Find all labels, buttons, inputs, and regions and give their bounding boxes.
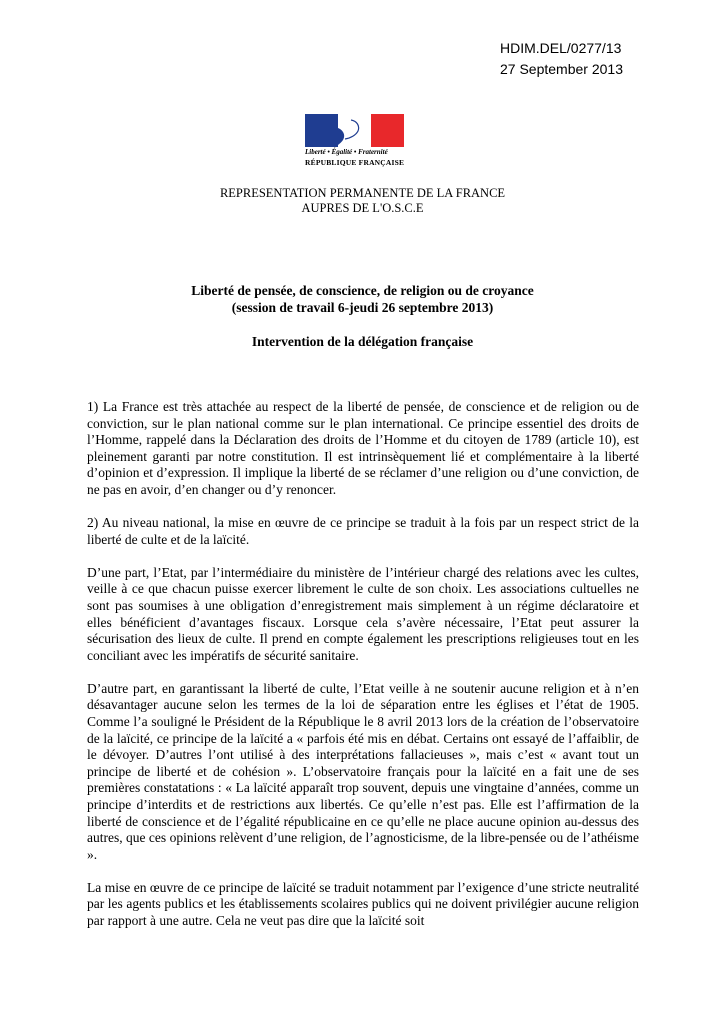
document-date: 27 September 2013 (500, 61, 623, 77)
republic-name: RÉPUBLIQUE FRANÇAISE (305, 158, 405, 167)
republique-francaise-logo (305, 114, 404, 174)
body-paragraph: D’une part, l’Etat, par l’intermédiaire du ministère de l’intérieur chargé des relations avec les cultes, veille à ce que chacun puisse exercer librement le culte de son choix. Les associations cultuelles ne sont pas soumises à une obligation d’enregistrement mais simplement à un régime déclaratoire et elles bénéficient d’avantages fiscaux. Lorsque cela s’avère nécessaire, l’Etat peut assurer la sécurisation des lieux de culte. Il prend en compte également les prescriptions religieuses tout en les conciliant avec les impératifs de sécurité sanitaire. (87, 564, 639, 663)
body-paragraph: D’autre part, en garantissant la liberté de culte, l’Etat veille à ne soutenir aucune religion et à n’en désavantager aucune selon les termes de la loi de séparation entre les églises et l’état de 1905. Comme l’a souligné le Président de la République le 8 avril 2013 lors de la création de l’observatoire de la laïcité, ce principe de la laïcité a « parfois été mis en débat. Certains ont essayé de l’affaiblir, de le dévoyer. D’autres l’ont utilisé à des interprétations fallacieuses », mais c’est « avant tout un principe de liberté et de cohésion ». L’observatoire français pour la laïcité en a fait une de ses premières constatations : « La laïcité apparaît trop souvent, depuis une vingtaine d’années, comme un principe d’interdits et de restrictions aux libertés. Ce qu’elle n’est pas. Elle est l’affirmation de la liberté de conscience et de l’égalité républicaine en ce qu’elle ne place aucune opinion au-dessus des autres, que ces opinions relèvent d’une religion, de l’agnosticisme, de la libre-pensée ou de l’athéisme ». (87, 680, 639, 862)
document-title (0, 282, 725, 316)
body-paragraph: 2) Au niveau national, la mise en œuvre de ce principe se traduit à la fois par un respect strict de la liberté de culte et de la laïcité. (87, 515, 639, 547)
mission-line-2: AUPRES DE L'O.S.C.E (301, 201, 424, 215)
mission-heading (0, 186, 725, 216)
mission-line-1: REPRESENTATION PERMANENTE DE LA FRANCE (219, 186, 506, 200)
document-reference: HDIM.DEL/0277/13 (500, 40, 622, 56)
document-subtitle: Intervention de la délégation française (251, 334, 474, 349)
republic-motto: Liberté • Égalité • Fraternité (305, 148, 388, 156)
title-line-1: Liberté de pensée, de conscience, de religion ou de croyance (191, 283, 534, 298)
document-reference-block (500, 38, 623, 80)
body-paragraph: La mise en œuvre de ce principe de laïcité se traduit notamment par l’exigence d’une stricte neutralité par les agents publics et les établissements scolaires publics qui ne doivent privilégier aucune religion par rapport à une autre. Cela ne veut pas dire que la laïcité soit (87, 879, 639, 929)
marianne-flag-icon (305, 114, 404, 147)
title-line-2: (session de travail 6-jeudi 26 septembre 2013) (231, 300, 494, 315)
body-paragraph: 1) La France est très attachée au respect de la liberté de pensée, de conscience et de religion ou de conviction, sur le plan national comme sur le plan international. Ce principe essentiel des droits de l’Homme, rappelé dans la Déclaration des droits de l’Homme et du citoyen de 1789 (article 10), est pleinement garanti par notre constitution. Il est intrinsèquement lié et complémentaire à la liberté d’opinion et d’expression. Il implique la liberté de se réclamer d’une religion ou d’une conviction, de ne pas en avoir, d’en changer ou d’y renoncer. (87, 399, 639, 497)
document-body (87, 399, 639, 946)
